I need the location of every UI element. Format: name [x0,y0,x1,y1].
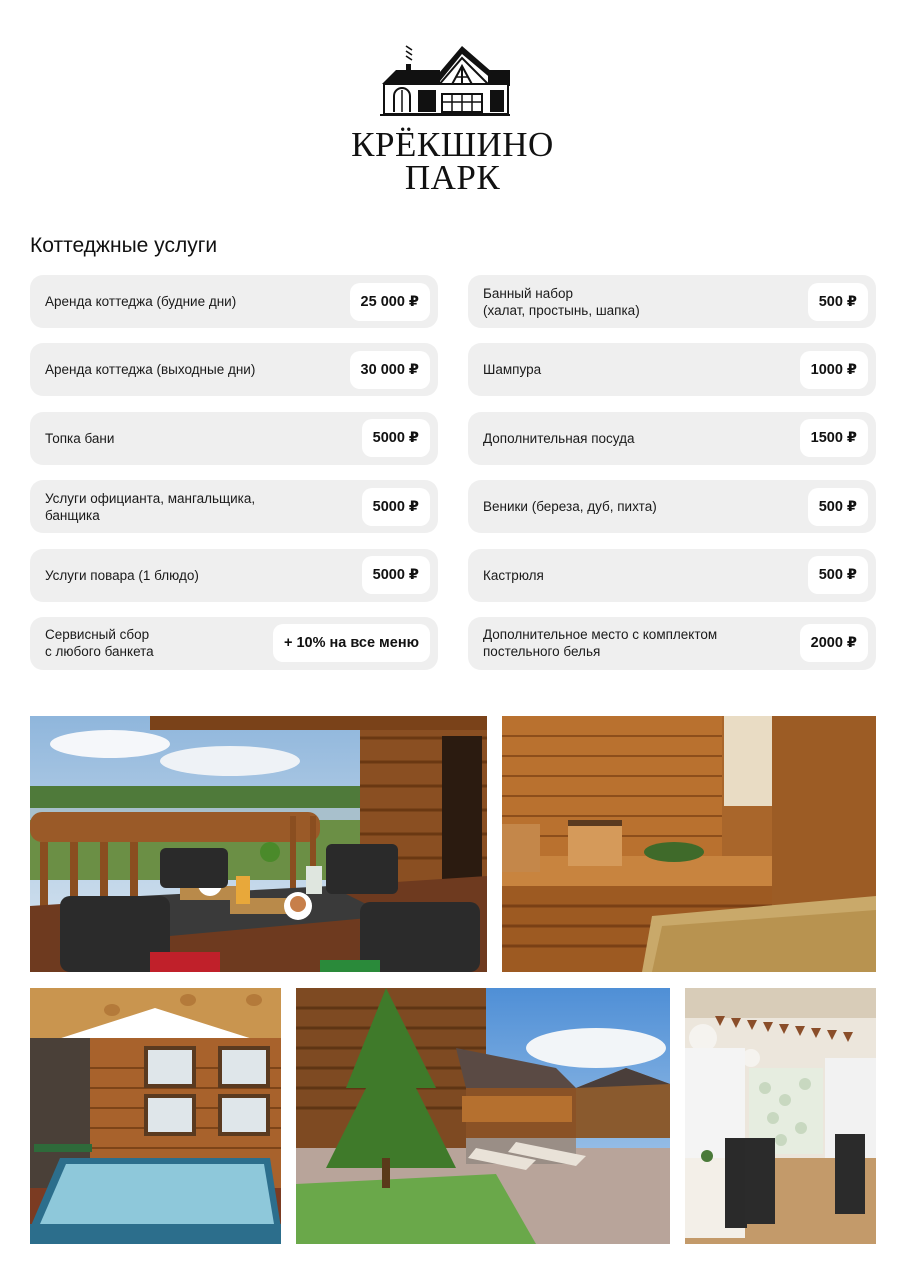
photo-terrace [30,716,487,972]
service-row [30,480,438,533]
photo-banquet-hall [685,988,876,1244]
service-label: Банный набор (халат, простынь, шапка) [483,285,640,318]
service-label: Веники (береза, дуб, пихта) [483,499,657,515]
service-label: Дополнительная посуда [483,430,635,446]
logo [0,0,905,200]
service-row [468,275,876,328]
service-label: Сервисный сбор с любого банкета [45,627,154,660]
service-price: + 10% на все меню [273,624,430,662]
service-label: Услуги повара (1 блюдо) [45,567,199,583]
service-row [30,412,438,465]
service-row [30,549,438,602]
service-price: 25 000 ₽ [350,283,430,321]
service-row [468,412,876,465]
service-price: 2000 ₽ [800,624,868,662]
service-label: Топка бани [45,430,115,446]
services-left-column [30,275,438,685]
service-price: 5000 ₽ [362,419,430,457]
service-price: 5000 ₽ [362,556,430,594]
photo-exterior [296,988,670,1244]
service-row [468,549,876,602]
service-label: Аренда коттеджа (выходные дни) [45,362,256,378]
service-row [30,275,438,328]
service-row [30,617,438,670]
service-price: 30 000 ₽ [350,351,430,389]
house-icon [378,44,512,116]
service-row [468,617,876,670]
services-right-column [468,275,876,685]
section-title: Коттеджные услуги [30,234,218,257]
service-price: 500 ₽ [808,556,868,594]
service-price: 500 ₽ [808,488,868,526]
photo-sauna [502,716,876,972]
service-price: 1000 ₽ [800,351,868,389]
service-price: 500 ₽ [808,283,868,321]
service-row [468,480,876,533]
service-price: 5000 ₽ [362,488,430,526]
service-label: Услуги официанта, мангальщика, банщика [45,490,256,523]
service-label: Шампура [483,362,542,378]
brand-name-line1: КРЁКШИНО [351,125,554,164]
photo-pool [30,988,281,1244]
service-label: Дополнительное место с комплектом постельного белья [483,627,718,660]
brand-name-line2: ПАРК [404,158,501,197]
service-price: 1500 ₽ [800,419,868,457]
service-label: Аренда коттеджа (будние дни) [45,294,237,309]
service-row [468,343,876,396]
service-label: Кастрюля [483,567,544,583]
service-row [30,343,438,396]
